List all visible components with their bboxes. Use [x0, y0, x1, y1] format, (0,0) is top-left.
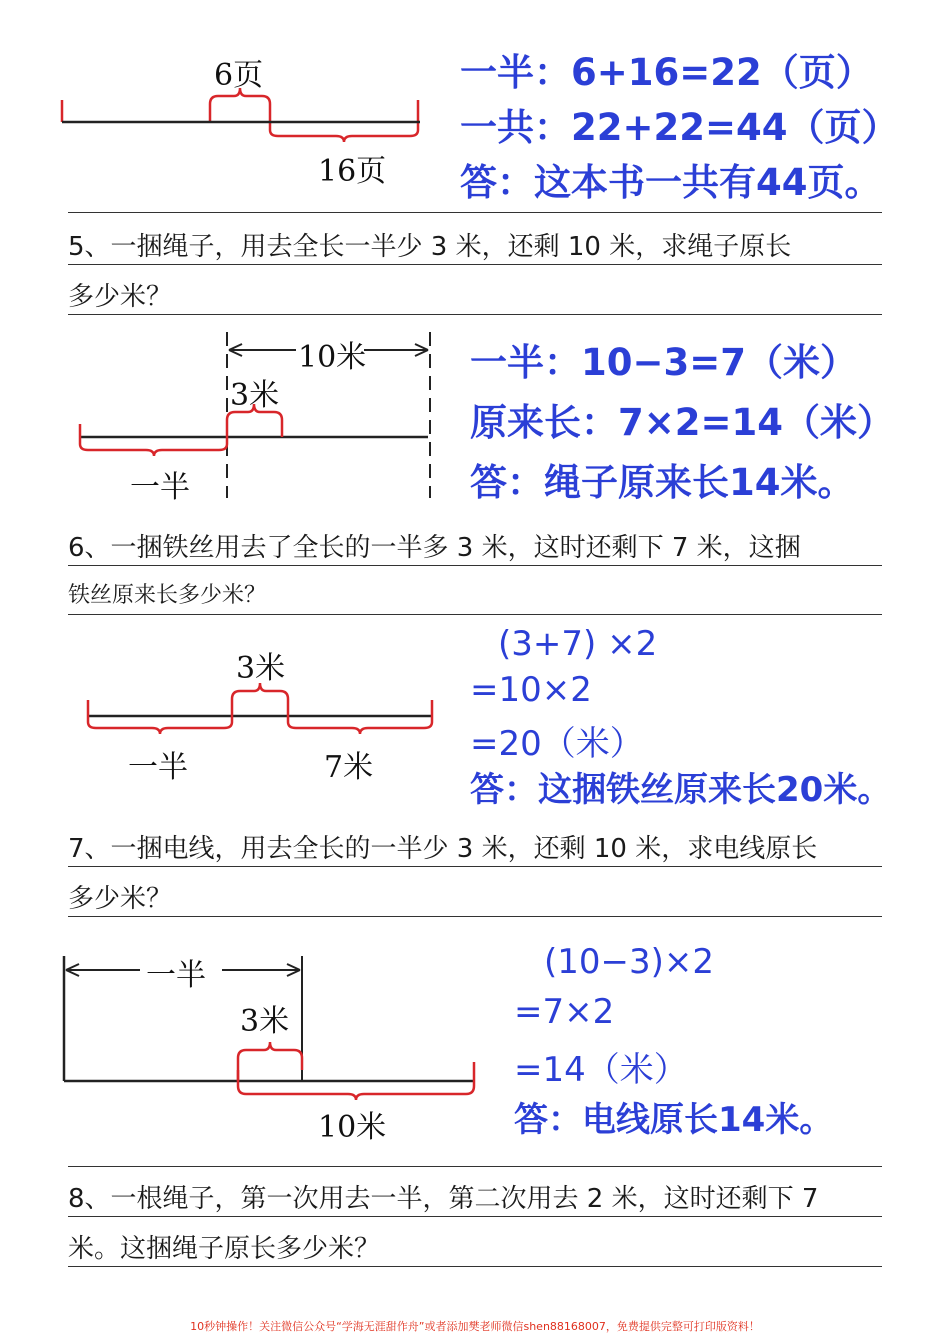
p8-question-line-2: 米。这捆绳子原长多少米？	[68, 1234, 381, 1264]
footer-promo-text: 10秒钟操作！关注微信公众号“学海无涯甜作舟”或者添加樊老师微信shen88168007，免费提供完整可打印版资料！	[190, 1320, 760, 1333]
p7-label-3: 3米	[240, 1004, 290, 1039]
rule-line	[68, 1216, 882, 1217]
p5-answer-line-2: 原来长：7×2=14（米）	[470, 401, 894, 444]
p7-question-line-1: 7、一捆电线，用去全长的一半少 3 米，还剩 10 米，求电线原长	[68, 834, 818, 864]
p4-answer-line-3: 答：这本书一共有44页。	[460, 161, 882, 204]
p5-answer-line-1: 一半：10−3=7（米）	[470, 341, 857, 384]
p5-question-line-2: 多少米？	[68, 282, 173, 312]
p6-answer-line-4: 答：这捆铁丝原来长20米。	[470, 770, 892, 810]
p4-answer-line-1: 一半：6+16=22（页）	[460, 51, 873, 94]
p5-label-10: 10米	[298, 340, 367, 375]
p6-question-line-2: 铁丝原来长多少米？	[68, 583, 267, 608]
p4-label-6: 6页	[214, 58, 264, 93]
rule-line	[68, 1266, 882, 1267]
p7-label-10: 10米	[318, 1110, 387, 1145]
p6-label-7: 7米	[324, 750, 374, 785]
p7-brace-3	[238, 1042, 302, 1081]
p5-question-line-1: 5、一捆绳子，用去全长一半少 3 米，还剩 10 米，求绳子原长	[68, 232, 792, 262]
p6-answer-line-3: =20（米）	[470, 724, 644, 764]
p5-label-3: 3米	[230, 378, 280, 413]
p7-answer-line-2: =7×2	[514, 992, 615, 1032]
p4-label-16: 16页	[318, 154, 387, 189]
rule-line	[68, 1166, 882, 1167]
p7-label-half: 一半	[146, 958, 206, 993]
p6-question-line-1: 6、一捆铁丝用去了全长的一半多 3 米，这时还剩下 7 米，这捆	[68, 533, 801, 563]
p7-answer-line-4: 答：电线原长14米。	[514, 1100, 834, 1140]
p7-answer-line-3: =14（米）	[514, 1050, 688, 1090]
p5-label-half: 一半	[130, 470, 190, 505]
p4-answer-line-2: 一共：22+22=44（页）	[460, 106, 899, 149]
p8-question-line-1: 8、一根绳子，第一次用去一半，第二次用去 2 米，这时还剩下 7	[68, 1184, 819, 1214]
p6-answer-line-1: (3+7) ×2	[498, 624, 658, 664]
p7-question-line-2: 多少米？	[68, 884, 173, 914]
p6-label-half: 一半	[128, 750, 188, 785]
p7-answer-line-1: (10−3)×2	[544, 942, 715, 982]
p6-answer-line-2: =10×2	[470, 670, 592, 710]
p5-answer-line-3: 答：绳子原来长14米。	[470, 461, 855, 504]
p6-label-3: 3米	[236, 651, 286, 686]
